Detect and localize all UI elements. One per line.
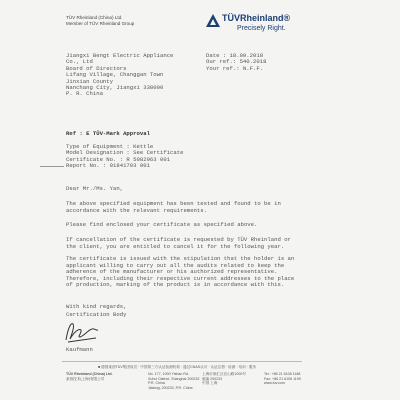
signer-name: Kaufmann — [66, 346, 93, 353]
footer-line: 中国 上海 — [202, 381, 218, 386]
brand-wordmark: TÜVRheinland® — [222, 13, 291, 23]
footer-line: 邮编 200233 — [202, 376, 223, 381]
footer-line: Tel.: +86 21 6108 1188 — [264, 372, 301, 376]
recipient-line: Co., Ltd — [66, 58, 93, 66]
footer-col-company — [66, 372, 113, 381]
your-ref-line: Your ref.: N.F.F. — [206, 64, 264, 72]
recipient-line: P. R. China — [66, 90, 103, 98]
brand-slogan: Precisely Right. — [237, 25, 286, 32]
footer-tagline: ■ 德国莱茵TÜV集团成员 · 中国第三方认证检测机构 · 通过CNAS认可 · 认证注册 · 检测 · 培训 · 服务 — [98, 365, 257, 369]
footer-line: 莱茵技术(上海)有限公司 — [66, 376, 105, 381]
body-paragraph: The above specified equipment has been tested and found to be in accordance with the relevant requirements. — [66, 200, 281, 214]
footer-line: Jiatong, 200233, P.R. China — [148, 385, 193, 390]
company-group: Member of TÜV Rheinland Group — [66, 21, 135, 26]
salutation: Dear Mr./Ms. Yan, — [66, 185, 124, 192]
closing: With kind regards, — [66, 303, 127, 310]
recipient-line: Board of Directors — [66, 64, 127, 72]
recipient-line: Lifang Village, Changgan Town — [66, 71, 164, 79]
recipient-line: Jiangxi Bengt Electric Appliance — [66, 52, 174, 59]
equipment-details — [66, 144, 184, 170]
body-paragraph: If cancellation of the certificate is requested by TÜV Rheinland or the client, you are entitled to cancel it for the following year. — [66, 236, 291, 250]
recipient-address — [66, 53, 173, 98]
detail-line: Type of Equipment : Kettle — [66, 143, 154, 150]
body-paragraph: The certificate is issued with the stipulation that the holder is an applicant willing to carry out all the audits related to keep the adherence of the manufacturer or his authorized representative. Therefore, including their respective current addresses to the place of production, marking of the product is in accordance with this. — [66, 255, 295, 289]
footer-line: 上海市徐汇区宜山路1000号 — [202, 372, 246, 376]
detail-line: Report No. : 01841703 001 — [66, 162, 150, 170]
detail-line: Model Designation : See Certificate — [66, 149, 184, 157]
footer-line: www.tuv.com — [264, 381, 285, 386]
footer-line: P.R. China — [148, 381, 165, 386]
signer-organization: Certification Body — [66, 311, 127, 318]
our-ref-line: Our ref.: 540.2018 — [206, 58, 267, 66]
footer-col-address — [148, 372, 199, 390]
detail-line: Certificate No. : R 5082963 001 — [66, 155, 171, 163]
footer-col-address-cn — [202, 372, 246, 386]
date-line: Date : 18.09.2018 — [206, 52, 264, 59]
fold-mark — [40, 166, 64, 167]
footer-line: Fax: +86 21 6108 1199 — [264, 376, 301, 381]
recipient-line: Nanchang City, Jiangxi 330000 — [66, 84, 164, 92]
tuv-triangle-logo — [206, 14, 220, 27]
footer-col-contact — [264, 372, 301, 386]
recipient-line: Jinxian County — [66, 77, 113, 85]
footer-line: Xuhui District, Shanghai 200233 — [148, 376, 200, 381]
subject-line: Ref : E TÜV-Mark Approval — [66, 130, 150, 137]
body-paragraph: Please find enclosed your certificate as specified above. — [66, 221, 258, 228]
footer-rule — [62, 361, 302, 362]
footer-line: No. 177, 1000 Yishan Rd. — [148, 372, 189, 376]
footer-line: TÜV Rheinland (China) Ltd. — [66, 372, 113, 376]
company-name: TÜV Rheinland (China) Ltd. — [66, 15, 123, 20]
handwritten-signature — [62, 318, 102, 344]
letter-meta — [206, 53, 266, 72]
